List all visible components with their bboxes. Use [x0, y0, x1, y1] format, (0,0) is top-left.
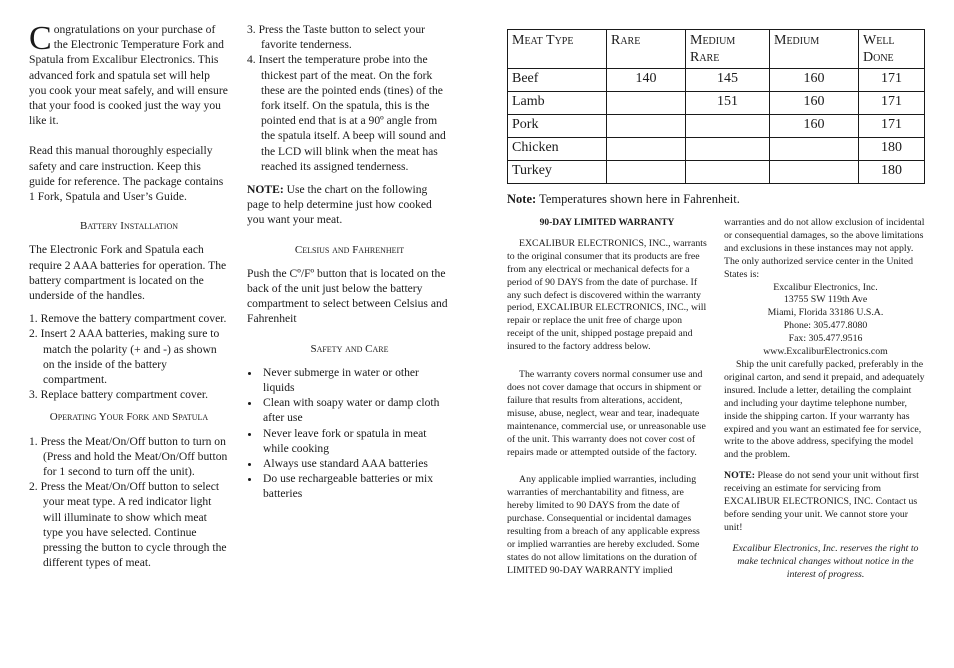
note-label: NOTE: [724, 470, 756, 482]
temp-cell [770, 138, 859, 161]
operating-heading: Operating Your Fork and Spatula [49, 411, 209, 424]
safety-item: • Never submerge in water or other liquids [261, 365, 452, 395]
safety-item: • Clean with soapy water or damp cloth after use [261, 395, 452, 425]
temp-cell [686, 161, 770, 184]
table-row [508, 69, 925, 92]
header-well-done: Well Done [859, 30, 925, 69]
warranty-right [724, 217, 927, 581]
operating-steps [29, 434, 229, 571]
table-row [508, 138, 925, 161]
warranty-paragraph: EXCALIBUR ELECTRONICS, INC., warrants to the original consumer that its products are free from any electrical or mechanical defects for a period of 90 DAYS from the date of purchase. If any such defect is discovered within the warranty period, EXCALIBUR ELECTRONICS, INC., will repair or replace the unit free of charge upon receipt of the unit, shipped postage prepaid and insured to the factory address below. [507, 237, 707, 353]
service-address [724, 282, 927, 359]
safety-item: • Never leave fork or spatula in meat while cooking [261, 426, 452, 456]
temp-cell [607, 138, 686, 161]
meat-name: Turkey [508, 161, 607, 184]
battery-step: 3. Replace battery compartment cover. [29, 388, 208, 402]
temp-cell: 180 [859, 161, 925, 184]
safety-item: • Always use standard AAA batteries [261, 456, 452, 471]
safety-item: • Do use rechargeable batteries or mix batteries [261, 471, 452, 501]
header-meat-type: Meat Type [508, 30, 607, 69]
operating-step: 4. Insert the temperature probe into the thickest part of the meat. On the fork these are the pointed ends (tines) of the fork itself. On the spatula, this is the pointed end that is at a 90º angle from the spatula itself. A beep will sound and the LCD will blink when the meat has reached its assigned tenderness. [247, 53, 446, 173]
address-line: www.ExcaliburElectronics.com [763, 346, 888, 358]
battery-paragraph: The Electronic Fork and Spatula each require 2 AAA batteries for operation. The battery compartment is located on the underside of the handles. [29, 243, 227, 303]
temp-cell: 180 [859, 138, 925, 161]
temp-cell: 160 [770, 69, 859, 92]
temp-cell [770, 161, 859, 184]
temp-cell: 171 [859, 115, 925, 138]
header-medium: Medium [770, 30, 859, 69]
drop-cap: C [29, 20, 52, 57]
safety-heading: Safety and Care [310, 342, 389, 355]
column-chart-warranty [507, 22, 927, 580]
table-row [508, 115, 925, 138]
operating-step: 2. Press the Meat/On/Off button to select your meat type. A red indicator light will illuminate to show which meat type you have selected. Continue pressing the button to cycle through the different types of meat. [29, 480, 227, 570]
temp-cell: 140 [607, 69, 686, 92]
temp-cell [686, 115, 770, 138]
header-medium-rare: Medium Rare [686, 30, 770, 69]
table-header-row [508, 30, 925, 69]
address-line: Excalibur Electronics, Inc. [773, 281, 878, 293]
meat-name: Lamb [508, 92, 607, 115]
closing-statement: Excalibur Electronics, Inc. reserves the right to make technical changes without notice in the interest of progress. [732, 542, 919, 580]
temp-cell: 171 [859, 69, 925, 92]
temp-cell: 151 [686, 92, 770, 115]
meat-name: Chicken [508, 138, 607, 161]
battery-heading: Battery Installation [80, 220, 178, 233]
temp-cell [607, 115, 686, 138]
temp-cell: 171 [859, 92, 925, 115]
warranty-paragraph: Ship the unit carefully packed, preferably in the original carton, and send it prepaid, and adequately insured. Include a letter, detailing the complaint and including your daytime telephone number, inside the shipping carton. If your warranty has expired and you want an estimated fee for service, write to the above address, specifying the model and the problem. [724, 358, 925, 461]
temp-cell [686, 138, 770, 161]
operating-step: 3. Press the Taste button to select your favorite tenderness. [247, 23, 426, 52]
intro-paragraph [29, 22, 229, 128]
operating-steps-continued [247, 22, 452, 174]
warranty-note [724, 470, 927, 535]
celsius-heading: Celsius and Fahrenheit [294, 243, 405, 256]
temp-cell: 160 [770, 92, 859, 115]
note-text: Please do not send your unit without first receiving an estimate for servicing from EXCALIBUR ELECTRONICS, INC. Contact us before sending your unit. We cannot store your unit! [724, 470, 919, 533]
meat-name: Beef [508, 69, 607, 92]
temp-cell [607, 92, 686, 115]
note-label: Note: [507, 192, 537, 206]
fahrenheit-note [507, 192, 927, 207]
warranty-title: 90-DAY LIMITED WARRANTY [539, 218, 675, 228]
column-instructions [247, 22, 452, 502]
celsius-paragraph: Push the Cº/Fº button that is located on the back of the unit just below the battery compartment to select between Celsius and Fahrenheit [247, 266, 448, 326]
meat-name: Pork [508, 115, 607, 138]
battery-step: 2. Insert 2 AAA batteries, making sure to match the polarity (+ and -) as shown on the inside of the battery compartment. [29, 327, 220, 387]
address-line: Fax: 305.477.9516 [788, 333, 863, 345]
temp-cell: 145 [686, 69, 770, 92]
warranty-paragraph: warranties and do not allow exclusion of incidental or consequential damages, so the above limitations and exclusions in these instances may not apply. The only authorized service center in the United States is: [724, 217, 925, 280]
address-line: Phone: 305.477.8080 [783, 320, 868, 332]
header-rare: Rare [607, 30, 686, 69]
table-row [508, 92, 925, 115]
warranty-paragraph: Any applicable implied warranties, including warranties of merchantability and fitness, are hereby limited to 90 DAYS from the date of purchase. Consequential or incidental damages resulting from a breach of any applicable express or implied warranties are hereby excluded. Some states do not allow limitations on the duration of LIMITED 90-DAY WARRANTY implied [507, 474, 700, 576]
table-row [508, 161, 925, 184]
warranty-paragraph: The warranty covers normal consumer use and does not cover damage that occurs in shipment or failure that results from alterations, accident, misuse, abuse, neglect, wear and tear, inadequate maintenance, commercial use, or unreasonable use of the unit. This warranty does not cover cost of repairs made or attempted outside of the factory. [507, 369, 706, 458]
column-intro [29, 22, 229, 571]
intro-text: ongratulations on your purchase of the Electronic Temperature Fork and Spatula from Excalibur Electronics. This advanced fork and spatula set will help you cook your meat safely, and will ensure that your food is cooked just the way you like it. [29, 23, 228, 128]
chart-note [247, 182, 452, 228]
operating-step: 1. Press the Meat/On/Off button to turn on (Press and hold the Meat/On/Off button for 1 second to turn off the unit). [29, 434, 228, 479]
address-line: 13755 SW 119th Ave [783, 294, 868, 306]
note-label: NOTE: [247, 183, 284, 197]
note-text: Temperatures shown here in Fahrenheit. [536, 192, 740, 206]
battery-steps [29, 311, 229, 402]
note-text: Use the chart on the following page to help determine just how cooked you want your meat. [247, 183, 432, 227]
temp-cell: 160 [770, 115, 859, 138]
read-manual-paragraph: Read this manual thoroughly especially safety and care instruction. Keep this guide for reference. The package contains 1 Fork, Spatula and User’s Guide. [29, 144, 224, 204]
safety-list [247, 365, 452, 502]
meat-temperature-table [507, 29, 925, 184]
temp-cell [607, 161, 686, 184]
warranty-left [507, 217, 707, 578]
battery-step: 1. Remove the battery compartment cover. [29, 312, 227, 326]
address-line: Miami, Florida 33186 U.S.A. [767, 307, 884, 319]
